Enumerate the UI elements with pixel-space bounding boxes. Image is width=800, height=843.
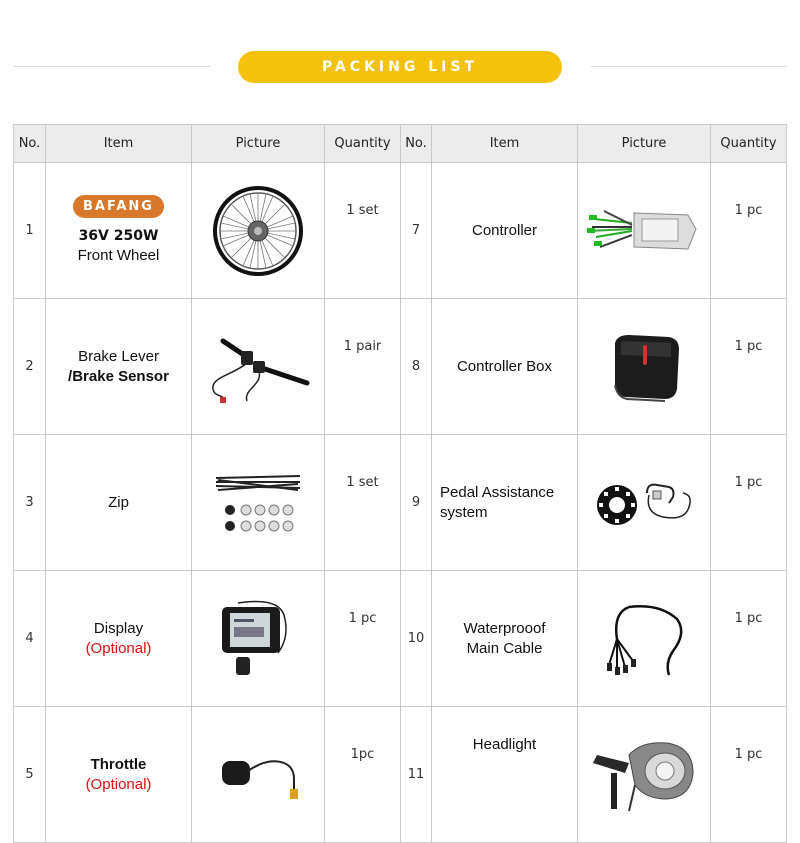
item-quantity: 1 pc [325,571,401,707]
item-name [46,163,192,299]
table-row [14,299,787,435]
item-number: 5 [14,707,46,843]
page-title: PACKING LIST [238,51,562,83]
controller-box-icon [578,299,711,435]
header-no: No. [401,125,432,163]
header-picture: Picture [192,125,325,163]
item-line1: Waterprooof [463,619,546,637]
item-number: 4 [14,571,46,707]
item-number: 9 [401,435,432,571]
divider-left [14,66,210,67]
item-line2: Main Cable [466,639,543,657]
item-line1: Controller [471,221,538,239]
header-item: Item [432,125,578,163]
wheel-icon [192,163,325,299]
display-icon [192,571,325,707]
headlight-icon [578,707,711,843]
item-line1: Throttle [90,755,147,773]
item-quantity: 1 set [325,163,401,299]
item-line1: 36V 250W [78,228,159,244]
header-row [14,125,787,163]
optional-note: (Optional) [85,639,152,657]
item-line1: Brake Lever [78,347,159,365]
optional-note: (Optional) [85,775,152,793]
item-line1: Headlight [472,736,537,753]
item-number: 11 [401,707,432,843]
zip-ties-icon [192,435,325,571]
item-name [432,707,578,843]
header-quantity: Quantity [325,125,401,163]
item-line2: /Brake Sensor [68,367,169,385]
item-number: 10 [401,571,432,707]
divider-right [591,66,787,67]
item-line1: Pedal Assistance [440,483,555,501]
item-name [432,435,578,571]
controller-icon [578,163,711,299]
item-line2: Front Wheel [77,247,160,264]
item-number: 1 [14,163,46,299]
item-quantity: 1 pair [325,299,401,435]
item-quantity: 1 pc [711,163,787,299]
pedal-sensor-icon [578,435,711,571]
cable-icon [578,571,711,707]
item-line1: Controller Box [456,357,553,375]
item-name [432,299,578,435]
item-name [46,707,192,843]
item-line1: Zip [108,493,129,511]
brake-lever-icon [192,299,325,435]
table-row [14,435,787,571]
item-number: 3 [14,435,46,571]
table-row [14,571,787,707]
item-line2: system [440,503,488,521]
throttle-icon [192,707,325,843]
item-name [432,163,578,299]
table-row [14,707,787,843]
item-name [46,435,192,571]
table-row [14,163,787,299]
item-quantity: 1 pc [711,571,787,707]
item-quantity: 1 pc [711,707,787,843]
item-name [432,571,578,707]
item-quantity: 1 pc [711,435,787,571]
item-number: 8 [401,299,432,435]
item-quantity: 1pc [325,707,401,843]
item-quantity: 1 pc [711,299,787,435]
item-quantity: 1 set [325,435,401,571]
item-line1: Display [93,619,144,637]
item-name [46,299,192,435]
header-no: No. [14,125,46,163]
packing-table [13,124,787,843]
item-name [46,571,192,707]
header-picture: Picture [578,125,711,163]
item-number: 7 [401,163,432,299]
bafang-logo: BAFANG [73,195,164,218]
header-quantity: Quantity [711,125,787,163]
header-item: Item [46,125,192,163]
item-number: 2 [14,299,46,435]
